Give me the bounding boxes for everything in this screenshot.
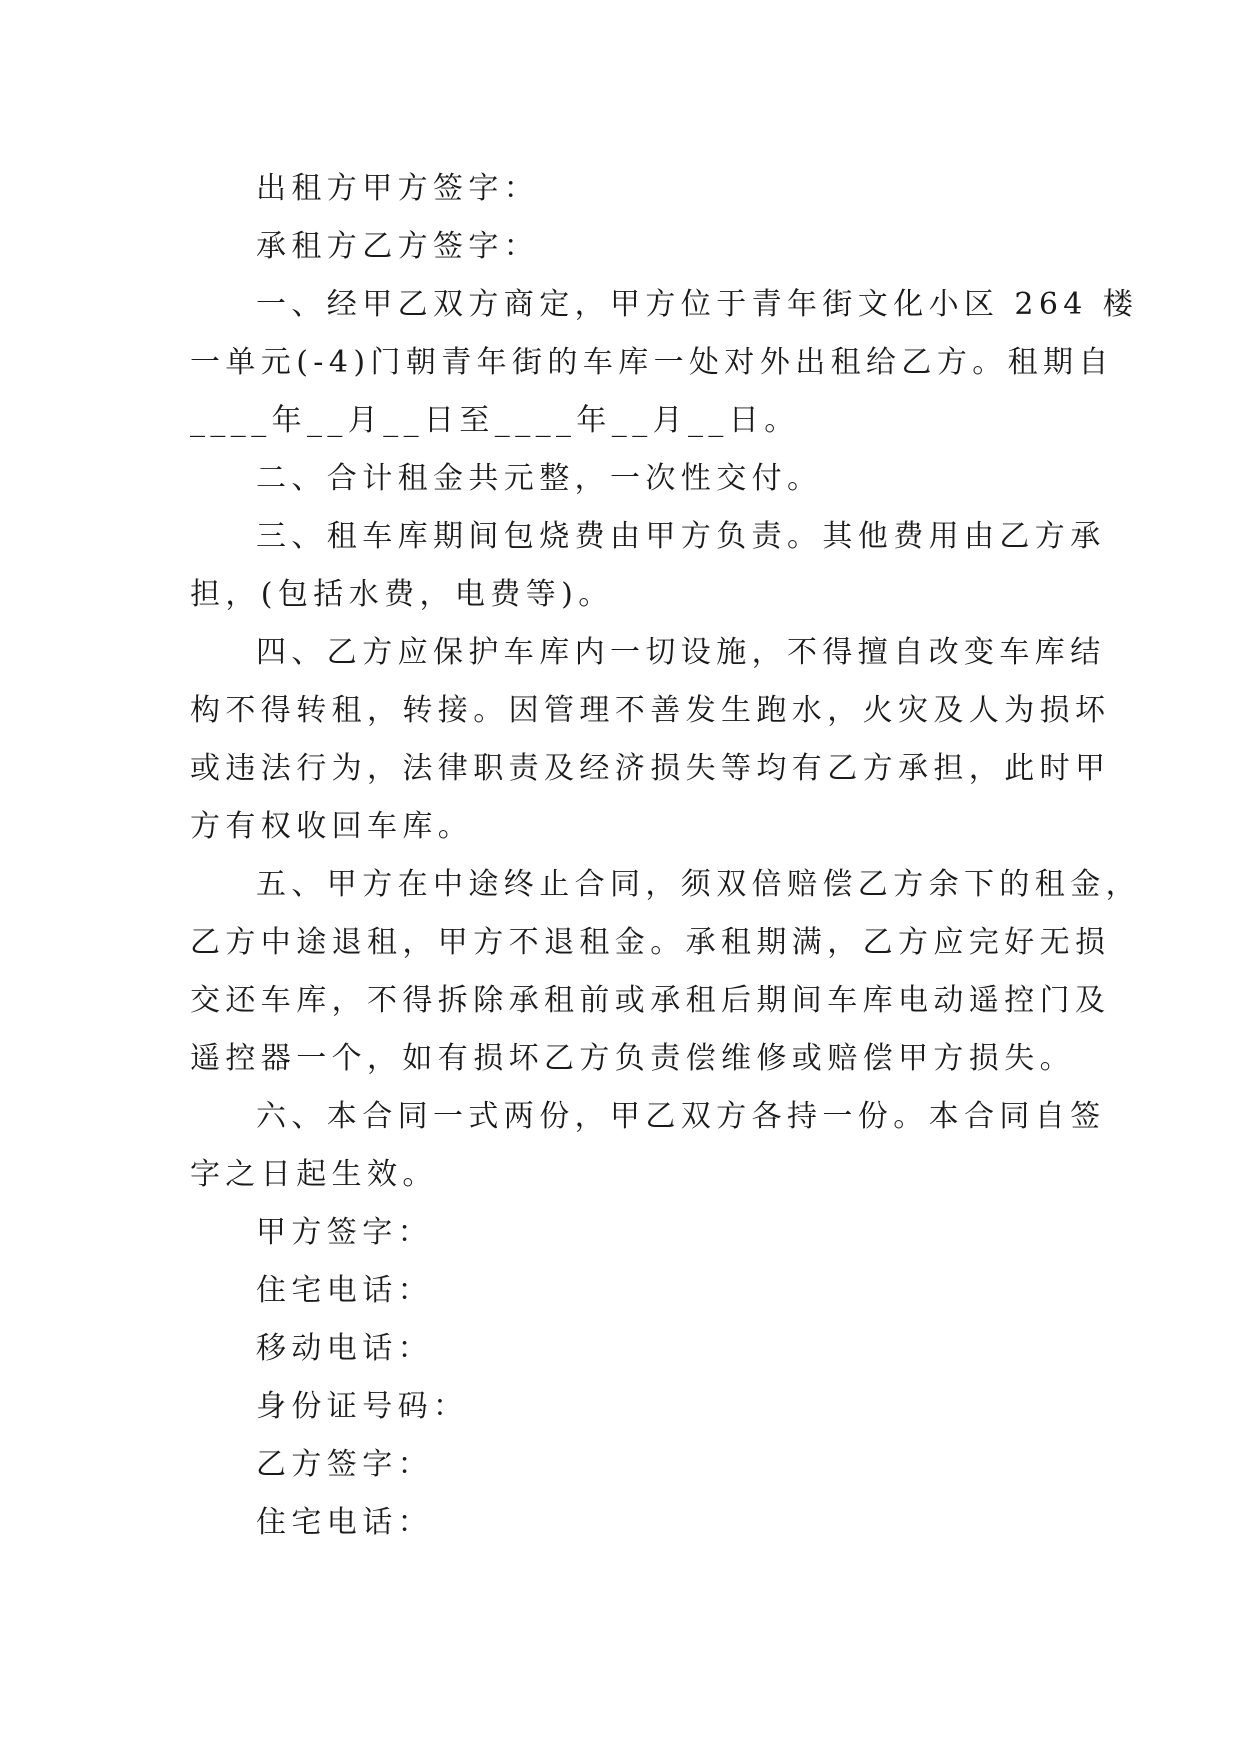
clause-4-line-1: 四、乙方应保护车库内一切设施，不得擅自改变车库结 <box>256 635 1106 670</box>
party-b-home-phone-label: 住宅电话： <box>256 1505 433 1540</box>
clause-5-line-4: 遥控器一个，如有损坏乙方负责偿维修或赔偿甲方损失。 <box>190 1041 1075 1076</box>
party-a-home-phone-label: 住宅电话： <box>256 1273 433 1308</box>
clause-1-line-1: 一、经甲乙双方商定，甲方位于青年街文化小区 264 楼 <box>256 287 1139 322</box>
clause-3-line-2: 担，(包括水费，电费等)。 <box>190 577 614 612</box>
party-b-signature-label: 乙方签字： <box>256 1447 433 1482</box>
lessor-signature-line: 出租方甲方签字： <box>256 171 540 206</box>
party-a-mobile-phone-label: 移动电话： <box>256 1331 433 1366</box>
clause-3-line-1: 三、租车库期间包烧费由甲方负责。其他费用由乙方承 <box>256 519 1106 554</box>
clause-4-line-3: 或违法行为，法律职责及经济损失等均有乙方承担，此时甲 <box>190 751 1111 786</box>
clause-4-line-2: 构不得转租，转接。因管理不善发生跑水，火灾及人为损坏 <box>190 693 1111 728</box>
clause-1-line-2: 一单元(-4)门朝青年街的车库一处对外出租给乙方。租期自 <box>190 345 1114 380</box>
clause-1-line-3: ____年__月__日至____年__月__日。 <box>190 403 800 438</box>
party-a-id-number-label: 身份证号码： <box>256 1389 469 1424</box>
clause-5-line-2: 乙方中途退租，甲方不退租金。承租期满，乙方应完好无损 <box>190 925 1111 960</box>
lessee-signature-line: 承租方乙方签字： <box>256 229 540 264</box>
clause-6-line-2: 字之日起生效。 <box>190 1157 438 1192</box>
clause-6-line-1: 六、本合同一式两份，甲乙双方各持一份。本合同自签 <box>256 1099 1106 1134</box>
clause-5-line-1: 五、甲方在中途终止合同，须双倍赔偿乙方余下的租金， <box>256 867 1141 902</box>
clause-5-line-3: 交还车库，不得拆除承租前或承租后期间车库电动遥控门及 <box>190 983 1111 1018</box>
contract-body <box>190 160 1141 1552</box>
clause-4-line-4: 方有权收回车库。 <box>190 809 474 844</box>
clause-2-line-1: 二、合计租金共元整，一次性交付。 <box>256 461 823 496</box>
party-a-signature-label: 甲方签字： <box>256 1215 433 1250</box>
